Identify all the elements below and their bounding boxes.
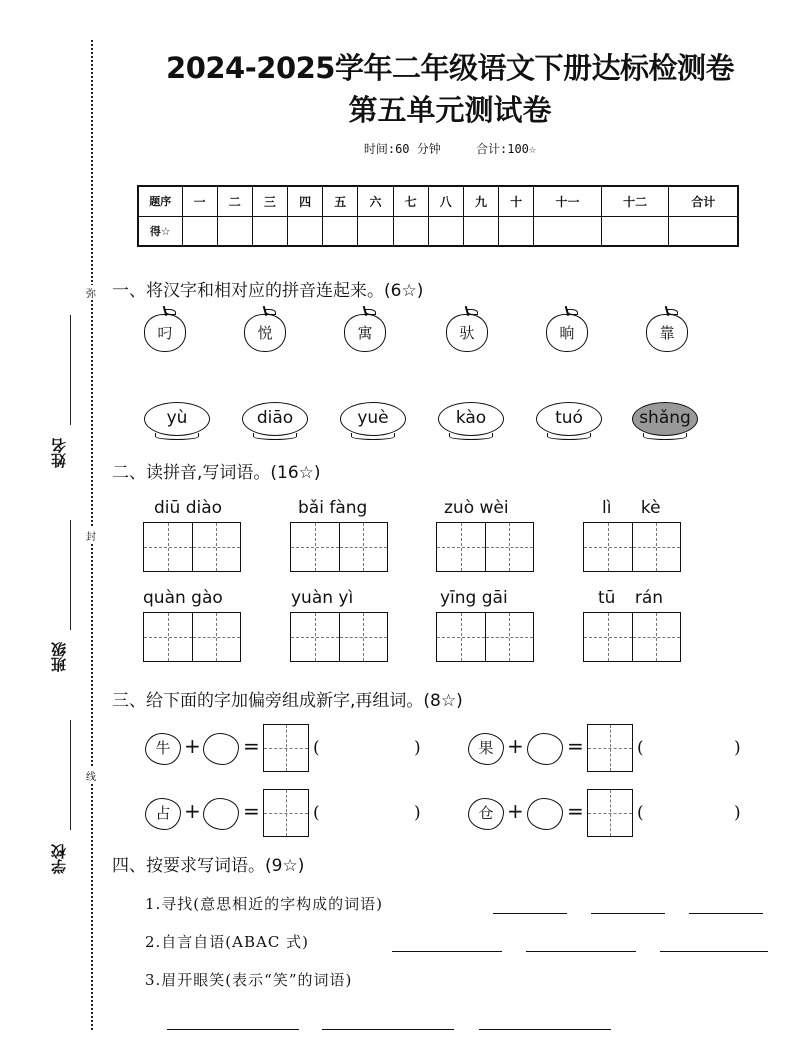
writing-grid-2[interactable] (290, 522, 388, 572)
section3-title: 三、给下面的字加偏旁组成新字,再组词。(8☆) (112, 691, 463, 711)
binding-word-mi: 弥 (86, 285, 96, 300)
question-3: 3.眉开眼笑(表示“笑”的词语) (145, 971, 353, 989)
answer-blank[interactable] (660, 950, 768, 952)
score-cell[interactable] (428, 216, 463, 246)
score-cell[interactable] (182, 216, 217, 246)
col-header: 九 (463, 186, 498, 216)
score-cell[interactable] (288, 216, 323, 246)
answer-char-box[interactable] (263, 724, 309, 772)
word-paren-open: ( (313, 803, 320, 823)
section2-title: 二、读拼音,写词语。(16☆) (112, 463, 321, 483)
binding-word-feng: 封 (86, 528, 96, 543)
word-paren-close: ) (734, 803, 741, 823)
apple-char-3[interactable]: 寓 (344, 314, 386, 352)
col-header-total: 合计 (669, 186, 738, 216)
word-paren-close: ) (414, 738, 421, 758)
answer-blank[interactable] (479, 1028, 611, 1030)
pinyin-word-5: quàn gào (143, 588, 223, 608)
row-label-score: 得☆ (138, 216, 182, 246)
answer-blank[interactable] (493, 912, 567, 914)
score-entry-row (138, 216, 738, 246)
equals-sign: = (567, 799, 584, 823)
writing-grid-5[interactable] (143, 612, 241, 662)
writing-grid-8[interactable] (583, 612, 681, 662)
flower-char-niu: 牛 (145, 733, 181, 765)
word-paren-open: ( (637, 738, 644, 758)
class-underline[interactable] (70, 520, 71, 630)
flower-blank-radical[interactable] (203, 733, 239, 765)
pinyin-word-4: lì kè (602, 498, 661, 518)
total-score: 合计:100☆ (476, 142, 537, 156)
section4-title: 四、按要求写词语。(9☆) (112, 856, 305, 876)
equals-sign: = (243, 734, 260, 758)
word-paren-close: ) (734, 738, 741, 758)
score-cell[interactable] (393, 216, 428, 246)
answer-char-box[interactable] (263, 789, 309, 837)
col-header: 六 (358, 186, 393, 216)
writing-grid-1[interactable] (143, 522, 241, 572)
section1-title: 一、将汉字和相对应的拼音连起来。(6☆) (112, 281, 424, 301)
answer-blank[interactable] (167, 1028, 299, 1030)
binding-word-xian: 线 (86, 768, 96, 783)
score-cell[interactable] (499, 216, 534, 246)
apple-char-2[interactable]: 悦 (244, 314, 286, 352)
plus-sign: + (507, 734, 524, 758)
school-underline[interactable] (70, 720, 71, 830)
score-cell[interactable] (463, 216, 498, 246)
row-label-order: 题序 (138, 186, 182, 216)
pinyin-word-1: diū diào (154, 498, 223, 518)
plus-sign: + (184, 734, 201, 758)
score-header-row (138, 186, 738, 216)
bowl-pinyin-1[interactable]: yù (144, 402, 210, 436)
time-limit: 时间:60 分钟 (363, 142, 441, 156)
col-header: 十 (499, 186, 534, 216)
question-2: 2.自言自语(ABAC 式) (145, 933, 309, 951)
writing-grid-7[interactable] (436, 612, 534, 662)
equals-sign: = (243, 799, 260, 823)
pinyin-word-3: zuò wèi (444, 498, 509, 518)
pinyin-word-7: yīng gāi (440, 588, 508, 608)
answer-blank[interactable] (591, 912, 665, 914)
score-cell[interactable] (601, 216, 669, 246)
word-paren-close: ) (414, 803, 421, 823)
score-cell[interactable] (323, 216, 358, 246)
writing-grid-4[interactable] (583, 522, 681, 572)
word-paren-open: ( (637, 803, 644, 823)
writing-grid-3[interactable] (436, 522, 534, 572)
pinyin-word-8: tū rán (598, 588, 664, 608)
school-label: 学校 (50, 844, 68, 874)
answer-blank[interactable] (526, 950, 636, 952)
page-title: 2024-2025学年二年级语文下册达标检测卷 (166, 51, 734, 85)
answer-char-box[interactable] (587, 724, 633, 772)
bowl-pinyin-2[interactable]: diāo (242, 402, 308, 436)
score-table (137, 185, 739, 247)
flower-blank-radical[interactable] (203, 798, 239, 830)
equals-sign: = (567, 734, 584, 758)
pinyin-word-6: yuàn yì (291, 588, 354, 608)
col-header: 二 (217, 186, 252, 216)
name-label: 姓名 (50, 438, 68, 468)
score-cell-total[interactable] (669, 216, 738, 246)
word-paren-open: ( (313, 738, 320, 758)
bowl-pinyin-4[interactable]: kào (438, 402, 504, 436)
page-subtitle: 第五单元测试卷 (348, 93, 552, 127)
answer-blank[interactable] (689, 912, 763, 914)
col-header: 五 (323, 186, 358, 216)
col-header: 八 (428, 186, 463, 216)
name-underline[interactable] (70, 315, 71, 425)
col-header: 七 (393, 186, 428, 216)
apple-char-6[interactable]: 靠 (646, 314, 688, 352)
answer-blank[interactable] (392, 950, 502, 952)
col-header: 十一 (534, 186, 602, 216)
score-cell[interactable] (358, 216, 393, 246)
col-header: 十二 (601, 186, 669, 216)
apple-char-1[interactable]: 叼 (144, 314, 186, 352)
pinyin-word-2: bǎi fàng (298, 498, 368, 518)
plus-sign: + (184, 799, 201, 823)
writing-grid-6[interactable] (290, 612, 388, 662)
apple-char-4[interactable]: 驮 (446, 314, 488, 352)
plus-sign: + (507, 799, 524, 823)
score-cell[interactable] (534, 216, 602, 246)
bowl-pinyin-6[interactable]: shǎng (632, 402, 698, 436)
flower-char-guo: 果 (468, 733, 504, 765)
score-cell[interactable] (252, 216, 287, 246)
answer-char-box[interactable] (587, 789, 633, 837)
col-header: 四 (288, 186, 323, 216)
flower-char-cang: 仓 (468, 798, 504, 830)
exam-meta (100, 140, 800, 157)
question-1: 1.寻找(意思相近的字构成的词语) (145, 895, 384, 913)
class-label: 班级 (50, 642, 68, 672)
flower-blank-radical[interactable] (527, 733, 563, 765)
score-cell[interactable] (217, 216, 252, 246)
flower-char-zhan: 占 (145, 798, 181, 830)
apple-char-5[interactable]: 晌 (546, 314, 588, 352)
answer-blank[interactable] (322, 1028, 454, 1030)
bowl-pinyin-5[interactable]: tuó (536, 402, 602, 436)
col-header: 三 (252, 186, 287, 216)
bowl-pinyin-3[interactable]: yuè (340, 402, 406, 436)
flower-blank-radical[interactable] (527, 798, 563, 830)
col-header: 一 (182, 186, 217, 216)
